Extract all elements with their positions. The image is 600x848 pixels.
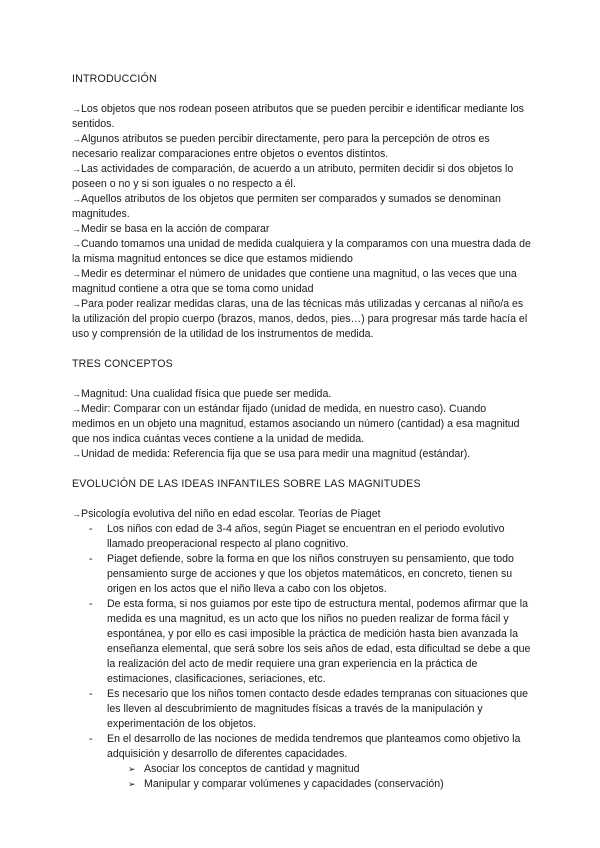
intro-paragraph: →Para poder realizar medidas claras, una de las técnicas más utilizadas y cercanas al niño/a es la utilización del propio cuerpo (brazos, manos, dedos, pies…) para progresar más tarde hacía el uso y comprensión de la utilidad de los instrumentos de medida.: [72, 298, 528, 340]
sub-list-item: ➢ Asociar los conceptos de cantidad y magnitud: [128, 763, 360, 775]
intro-paragraph: →Medir es determinar el número de unidades que contiene una magnitud, o las veces que una magnitud contiene a otra que se toma como unidad: [72, 268, 517, 295]
intro-section: [72, 72, 532, 342]
evolution-lead: →Psicología evolutiva del niño en edad escolar. Teorías de Piaget: [72, 508, 381, 520]
arrow-icon: →: [72, 269, 81, 279]
intro-paragraph: →Los objetos que nos rodean poseen atributos que se pueden percibir e identificar mediante los sentidos.: [72, 103, 524, 130]
arrow-icon: →: [72, 449, 81, 459]
intro-paragraph: →Cuando tomamos una unidad de medida cualquiera y la comparamos con una muestra dada de la misma magnitud entonces se dice que estamos midiendo: [72, 238, 531, 265]
list-item: - De esta forma, si nos guiamos por este tipo de estructura mental, podemos afirmar que la medida es una magnitud, es un acto que los niños no pueden realizar de forma fácil y espontánea, y por ello es casi imposible la práctica de medición hasta bien avanzada la enseñanza elemental, que será sobre los seis años de edad, esta dificultad se debe a que la realización del acto de medir requiere una gran experiencia en la práctica de estimaciones, clasificaciones, seriaciones, etc.: [72, 597, 532, 687]
intro-paragraph: →Medir se basa en la acción de comparar: [72, 223, 270, 235]
intro-paragraph: →Algunos atributos se pueden percibir directamente, pero para la percepción de otros es necesario realizar comparaciones entre objetos o eventos distintos.: [72, 133, 490, 160]
concept-paragraph: →Unidad de medida: Referencia fija que se usa para medir una magnitud (estándar).: [72, 448, 471, 460]
concepts-heading: TRES CONCEPTOS: [72, 358, 173, 370]
arrow-icon: →: [72, 134, 81, 144]
list-item: - Es necesario que los niños tomen contacto desde edades tempranas con situaciones que les lleven al descubrimiento de magnitudes físicas a través de la manipulación y experimentación de los objetos.: [72, 687, 532, 732]
intro-paragraph: →Las actividades de comparación, de acuerdo a un atributo, permiten decidir si dos objetos lo poseen o no y si son iguales o no respecto a él.: [72, 163, 514, 190]
intro-paragraph: →Aquellos atributos de los objetos que permiten ser comparados y sumados se denominan magnitudes.: [72, 193, 501, 220]
arrow-icon: →: [72, 164, 81, 174]
concept-paragraph: →Magnitud: Una cualidad física que puede ser medida.: [72, 388, 332, 400]
arrow-icon: →: [72, 224, 81, 234]
list-item: - Los niños con edad de 3-4 años, según Piaget se encuentran en el periodo evolutivo llamado preoperacional respecto al plano cognitivo.: [72, 522, 532, 552]
sub-list-item: ➢ Manipular y comparar volúmenes y capacidades (conservación): [128, 778, 444, 790]
concept-paragraph: →Medir: Comparar con un estándar fijado (unidad de medida, en nuestro caso). Cuando medimos en un objeto una magnitud, estamos asociando un número (cantidad) a esa magnitud que nos indica cuántas veces contiene a la unidad de medida.: [72, 403, 520, 445]
arrow-icon: →: [72, 194, 81, 204]
list-item: - En el desarrollo de las nociones de medida tendremos que planteamos como objetivo la adquisición y desarrollo de diferentes capacidades.: [72, 732, 532, 762]
arrow-icon: →: [72, 104, 81, 114]
concepts-section: [72, 357, 532, 462]
evolution-section: [72, 477, 532, 792]
arrow-icon: →: [72, 404, 81, 414]
document-page: [72, 72, 532, 792]
capabilities-list: [72, 762, 532, 792]
arrow-icon: →: [72, 239, 81, 249]
arrow-icon: →: [72, 299, 81, 309]
evolution-heading: EVOLUCIÓN DE LAS IDEAS INFANTILES SOBRE LAS MAGNITUDES: [72, 478, 421, 490]
arrow-icon: →: [72, 389, 81, 399]
evolution-list: [72, 522, 532, 762]
list-item: - Piaget defiende, sobre la forma en que los niños construyen su pensamiento, que todo pensamiento surge de acciones y que los objetos matemáticos, en concreto, tienen su origen en los actos que el niño lleva a cabo con los objetos.: [72, 552, 532, 597]
intro-heading: INTRODUCCIÓN: [72, 73, 157, 85]
arrowhead-bullet-icon: ➢: [128, 779, 136, 789]
arrow-icon: →: [72, 509, 81, 519]
arrowhead-bullet-icon: ➢: [128, 764, 136, 774]
